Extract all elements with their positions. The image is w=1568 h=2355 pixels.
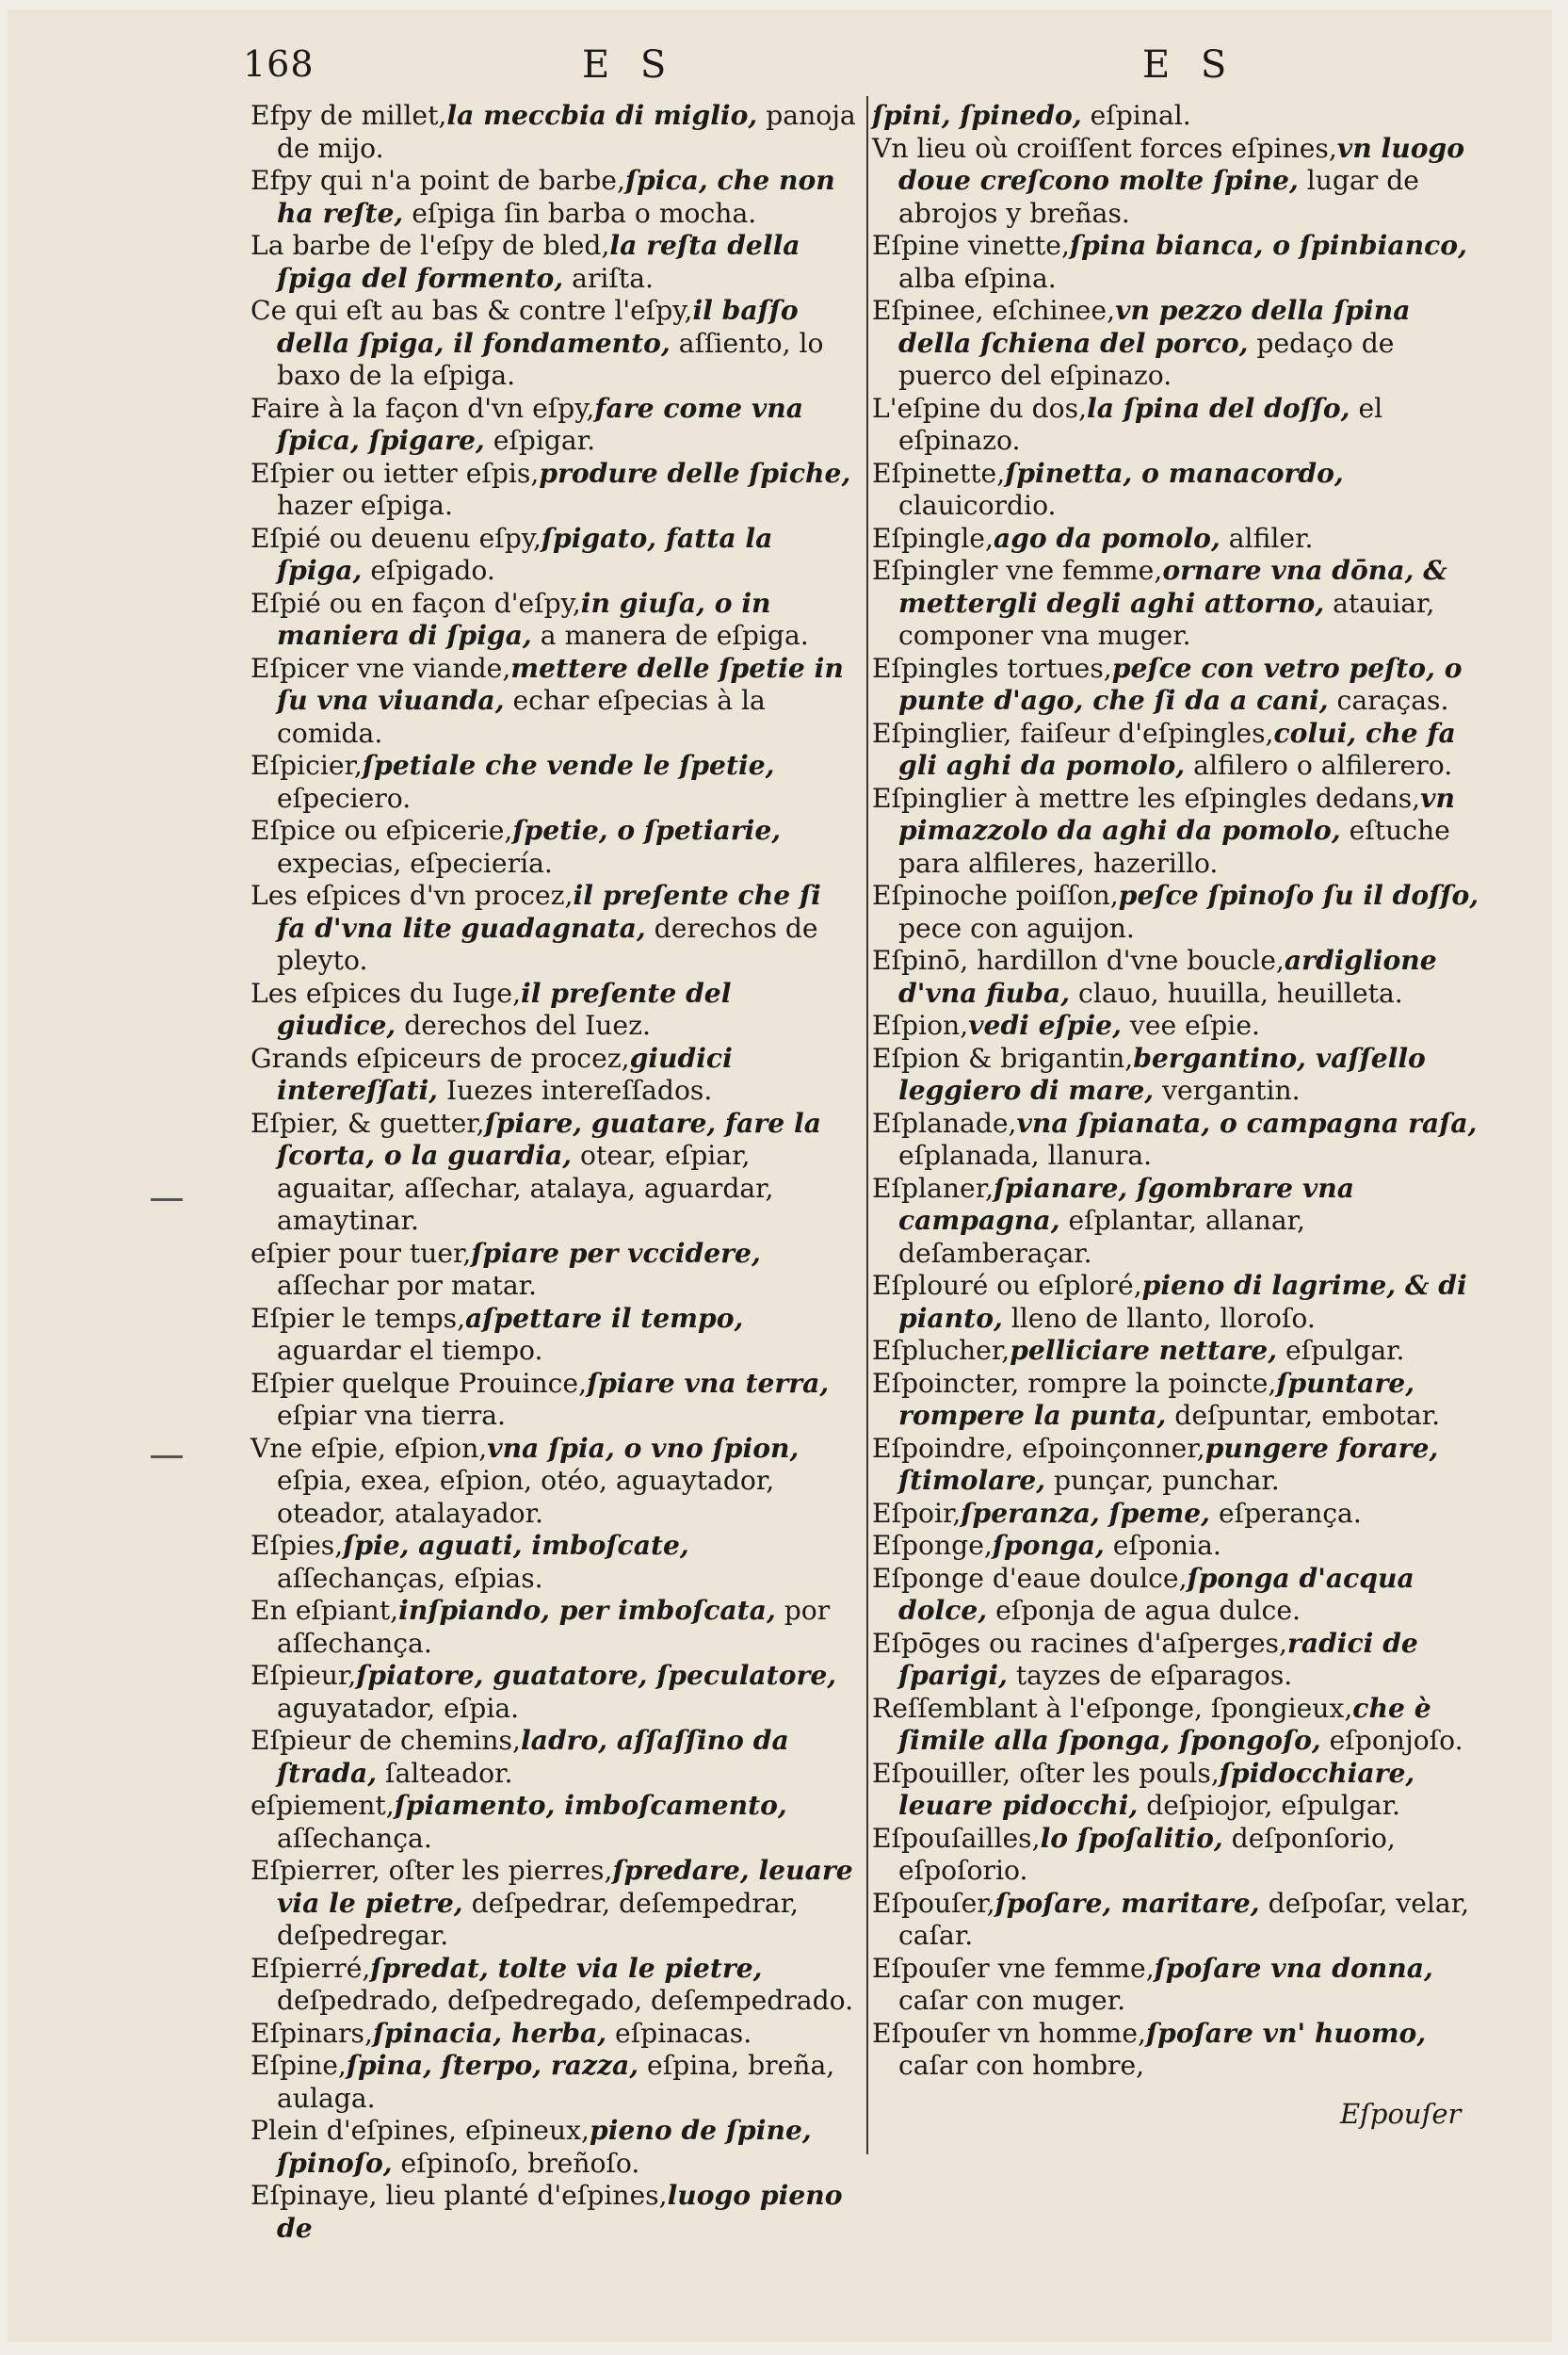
entry-french: Les eſpices d'vn procez, [251,880,574,911]
entry-french: Eſplanade, [872,1107,1017,1139]
entry-italian: il baſſo della ſpiga, il fondamento, [277,295,799,359]
entry-spanish: deſponſorio, eſpoſorio. [898,1822,1396,1886]
entry-italian: ſpiare vna terra, [587,1367,830,1399]
entry-italian: ſponga, [992,1530,1105,1561]
entry-italian: ſpoſare vna donna, [1154,1952,1433,1984]
entry-french: Eſpinette, [872,457,1006,489]
entry-french: Eſpinars, [251,2017,373,2049]
entry-italian: la reſta della ſpiga del formento, [277,230,800,294]
entry-italian: ſpie, aguati, imboſcate, [343,1530,689,1561]
dictionary-entry [872,1433,1479,1498]
dictionary-entry [872,555,1479,653]
dictionary-entry [251,2050,858,2115]
dictionary-entry [872,1628,1479,1693]
entry-spanish: a manera de eſpiga. [540,620,809,651]
entry-spanish: lleno de llanto, lloroſo. [1010,1302,1316,1334]
entry-italian: ſpoſare, maritare, [994,1887,1260,1919]
entry-italian: ſponga d'acqua dolce, [898,1562,1414,1626]
entry-italian: fare come vna ſpica, ſpigare, [277,392,804,456]
dictionary-entry [251,523,858,588]
entry-french: Faire à la façon d'vn eſpy, [251,392,595,424]
entry-italian: il preſente che ſi fa d'vna lite guadagnata, [277,880,821,944]
entry-italian: ſpica, che non ha reſte, [277,165,835,229]
entry-spanish: aguardar el tiempo. [277,1335,543,1366]
dictionary-entry [872,653,1479,718]
dictionary-entry [872,1335,1479,1368]
entry-french: Eſpoir, [872,1497,962,1529]
entry-spanish: hazer eſpiga. [277,490,453,521]
entry-spanish: aſſiento, lo baxo de la eſpiga. [277,327,824,391]
dictionary-entry [872,1108,1479,1173]
entry-spanish: atauiar, componer vna muger. [898,587,1435,651]
entry-spanish: pece con aguijon. [898,912,1135,944]
entry-french: Eſpié ou deuenu eſpy, [251,522,542,554]
entry-italian: luogo pieno de [277,2180,843,2244]
dictionary-entry [251,2115,858,2180]
dictionary-entry [251,1725,858,1790]
entry-french: Eſpié ou en façon d'eſpy, [251,587,581,619]
entry-french: Ce qui eſt au bas & contre l'eſpy, [251,295,693,326]
entry-spanish: eſpinacas. [615,2017,752,2049]
entry-italian: vn luogo doue creſcono molte ſpine, [898,132,1465,196]
entry-french: Eſplouré ou eſploré, [872,1270,1142,1301]
entry-italian: ſpuntare, rompere la punta, [898,1367,1415,1431]
entry-italian: ſpetie, o ſpetiarie, [512,815,782,846]
entry-spanish: derechos de pleyto. [277,912,818,976]
entry-french: Eſpingler vne femme, [872,555,1163,586]
entry-italian: ſpredare, leuare via le pietre, [277,1855,853,1919]
entry-italian: ſpidocchiare, leuare pidocchi, [898,1757,1415,1821]
dictionary-entry [872,1368,1479,1433]
entry-italian: giudici intereſſati, [277,1042,733,1106]
entry-french: Reſſemblant à l'eſponge, ſpongieux, [872,1692,1353,1724]
entry-italian: ſpiare per vccidere, [471,1237,761,1269]
entry-italian: ardiglione d'vna fiuba, [898,945,1437,1009]
entry-italian: ſpredat, tolte via le pietre, [370,1952,763,1984]
entry-french: Eſpinō, hardillon d'vne boucle, [872,945,1285,976]
dictionary-entry [872,230,1479,295]
dictionary-entry [872,783,1479,881]
entry-italian: la ſpina del doſſo, [1087,392,1350,424]
entry-spanish: echar eſpecias à la comida. [277,685,766,749]
entry-italian: peſce ſpinoſo ſu il doſſo, [1118,880,1479,911]
entry-french: Eſpies, [251,1530,344,1561]
dictionary-entry [251,1043,858,1108]
entry-spanish: aguyatador, eſpia. [277,1692,520,1724]
dictionary-entry [872,100,1479,133]
entry-french: Eſponge d'eaue doulce, [872,1562,1188,1594]
entry-spanish: tayzes de eſparagos. [1015,1660,1293,1691]
entry-spanish: otear, eſpiar, aguaitar, aſſechar, atalaya, aguardar, amaytinar. [277,1140,774,1236]
dictionary-entry [872,1043,1479,1108]
dictionary-entry [872,133,1479,231]
entry-spanish: derechos del Iuez. [404,1010,651,1041]
entry-italian: ſpiamento, imboſcamento, [394,1790,787,1821]
entry-french: Eſponge, [872,1530,993,1561]
dictionary-entry [251,1855,858,1953]
entry-spanish: eſplantar, allanar, deſamberaçar. [898,1205,1305,1269]
dictionary-entry [872,1270,1479,1335]
entry-french: Eſpier, & guetter, [251,1107,485,1139]
margin-mark [151,1455,183,1458]
entry-italian: ſpini, ſpinedo, [872,100,1082,131]
entry-spanish: eſpia, exea, eſpion, otéo, aguaytador, oteador, atalayador. [277,1465,775,1529]
entry-spanish: deſpedrado, deſpedregado, deſempedrado. [277,1985,854,2016]
entry-spanish: eſponjoſo. [1329,1725,1463,1756]
entry-spanish: eſtuche para alfileres, hazerillo. [898,815,1450,879]
entry-french: La barbe de l'eſpy de bled, [251,230,610,261]
entry-spanish: eſplanada, llanura. [898,1140,1153,1171]
entry-french: Vn lieu où croiſſent forces eſpines, [872,132,1337,164]
entry-italian: aſpettare il tempo, [465,1302,744,1334]
entry-italian: lo ſpoſalitio, [1040,1822,1223,1854]
entry-italian: inſpiando, per imboſcata, [398,1595,776,1626]
dictionary-entry [251,1303,858,1368]
dictionary-entry [251,880,858,978]
entry-spanish: caſar con muger. [898,1985,1126,2016]
dictionary-entry [251,1790,858,1855]
entry-french: Eſpouſer vne femme, [872,1952,1155,1984]
right-column [872,100,1479,2083]
entry-french: Eſpouſailles, [872,1822,1041,1854]
dictionary-entry [872,1498,1479,1531]
entry-spanish: lugar de abrojos y breñas. [898,165,1419,229]
entry-french: Eſpicer vne viande, [251,652,511,684]
entry-french: Eſpion & brigantin, [872,1042,1134,1074]
entry-french: Eſpinoche poiſſon, [872,880,1119,911]
entry-spanish: caſar con hombre, [898,2050,1145,2081]
dictionary-entry [872,945,1479,1010]
entry-italian: ago da pomolo, [993,522,1220,554]
entry-french: Eſpoindre, eſpoinçonner, [872,1432,1205,1464]
entry-french: Efpy qui n'a point de barbe, [251,165,625,196]
dictionary-entry [251,100,858,165]
dictionary-entry [251,2018,858,2051]
entry-italian: ladro, aſſaſſino da ſtrada, [277,1725,789,1789]
dictionary-entry [251,2180,858,2245]
entry-italian: ſperanza, ſpeme, [961,1497,1210,1529]
entry-italian: ſpina bianca, o ſpinbianco, [1069,230,1467,261]
dictionary-entry [872,1173,1479,1271]
entry-french: Eſpierrer, oſter les pierres, [251,1855,613,1886]
entry-french: Eſpingle, [872,522,994,554]
entry-italian: ſpinetta, o manacordo, [1005,457,1344,489]
entry-french: En eſpiant, [251,1595,399,1626]
entry-french: Les eſpices du Iuge, [251,977,522,1009]
page-number: 168 [243,43,315,85]
dictionary-entry [251,458,858,523]
dictionary-entry [872,1010,1479,1043]
dictionary-entry [251,1108,858,1238]
dictionary-entry [251,653,858,751]
entry-italian: radici de ſparigi, [898,1627,1418,1691]
running-head-left: E S [582,43,676,87]
entry-french: Eſpinglier à mettre les eſpingles dedans, [872,782,1421,814]
entry-italian: la meccbia di miglio, [446,100,758,131]
entry-italian: mettere delle ſpetie in ſu vna viuanda, [277,652,844,716]
entry-french: Plein d'eſpines, eſpineux, [251,2115,590,2146]
entry-spanish: deſpiojor, eſpulgar. [1146,1790,1400,1821]
entry-spanish: eſpinoſo, breñoſo. [400,2147,640,2179]
entry-french: Eſpier le temps, [251,1302,466,1334]
entry-italian: vn pimazzolo da aghi da pomolo, [898,782,1455,846]
entry-spanish: clauicordio. [898,490,1057,521]
entry-spanish: Iuezes intereſſados. [445,1075,713,1106]
dictionary-entry [251,1238,858,1303]
entry-spanish: eſpigar. [493,425,596,456]
entry-french: eſpiement, [251,1790,395,1821]
entry-spanish: eſponja de agua dulce. [995,1595,1301,1626]
entry-french: Eſpine vinette, [872,230,1070,261]
dictionary-entry [251,1433,858,1531]
entry-spanish: caraças. [1336,685,1449,716]
dictionary-entry [872,2018,1479,2083]
entry-french: Eſpieur de chemins, [251,1725,521,1756]
entry-italian: pelliciare nettare, [1010,1335,1278,1366]
entry-italian: pieno de ſpine, ſpinoſo, [277,2115,812,2179]
entry-italian: ornare vna dōna, & mettergli degli aghi attorno, [898,555,1447,619]
entry-french: Eſpinaye, lieu planté d'eſpines, [251,2180,668,2211]
entry-spanish: aſſechar por matar. [277,1270,537,1301]
entry-spanish: expecias, eſpeciería. [277,847,553,879]
entry-french: Eſpinee, eſchinee, [872,295,1116,326]
entry-italian: vedi eſpie, [968,1010,1122,1041]
dictionary-entry [872,523,1479,556]
dictionary-entry [872,880,1479,945]
dictionary-entry [872,393,1479,458]
dictionary-entry [251,1660,858,1725]
dictionary-entry [251,1368,858,1433]
dictionary-entry [251,295,858,393]
entry-italian: in giuſa, o in maniera di ſpiga, [277,587,771,651]
entry-italian: pungere forare, ſtimolare, [898,1432,1439,1496]
entry-italian: vna ſpianata, o campagna raſa, [1016,1107,1478,1139]
entry-spanish: eſpigado. [370,555,495,586]
entry-spanish: por aſſechança. [277,1595,831,1659]
running-head-right: E S [1142,43,1237,87]
entry-french: Eſplaner, [872,1172,994,1204]
dictionary-entry [872,1693,1479,1758]
entry-spanish: alfiler. [1228,522,1314,554]
margin-mark [151,1198,183,1201]
entry-italian: che è ſimile alla ſponga, ſpongoſo, [898,1692,1431,1756]
entry-french: Eſpouſer, [872,1887,995,1919]
entry-spanish: deſpedrar, deſempedrar, deſpedregar. [277,1887,800,1951]
entry-french: Eſpingles tortues, [872,652,1112,684]
entry-spanish: punçar, punchar. [1054,1465,1280,1496]
entry-french: Eſpine, [251,2050,347,2081]
entry-spanish: deſpuntar, embotar. [1174,1400,1441,1431]
entry-spanish: eſpulgar. [1285,1335,1405,1366]
entry-spanish: vee eſpie. [1129,1010,1260,1041]
entry-french: Grands eſpiceurs de procez, [251,1042,630,1074]
dictionary-entry [872,1563,1479,1628]
entry-spanish: aſſechança. [277,1822,432,1854]
entry-french: Efpy de millet, [251,100,447,131]
dictionary-entry [872,1953,1479,2018]
entry-french: Vne eſpie, eſpion, [251,1432,488,1464]
entry-spanish: ſalteador. [385,1757,513,1789]
entry-italian: ſpiatore, guatatore, ſpeculatore, [356,1660,837,1691]
entry-french: Eſpicier, [251,750,363,781]
left-column [251,100,858,2245]
entry-french: Eſpier quelque Prouince, [251,1367,588,1399]
entry-spanish: eſperança. [1218,1497,1362,1529]
entry-spanish: eſpinal. [1090,100,1191,131]
entry-spanish: deſpoſar, velar, caſar. [898,1887,1470,1951]
entry-french: Eſpierré, [251,1952,371,1984]
entry-italian: ſpoſare vn' huomo, [1146,2017,1427,2049]
dictionary-entry [872,295,1479,393]
entry-french: eſpier pour tuer, [251,1237,472,1269]
entry-italian: produre delle ſpiche, [539,457,851,489]
dictionary-entry [251,393,858,458]
entry-italian: il preſente del giudice, [277,977,732,1041]
entry-italian: ſpiare, guatare, fare la ſcorta, o la guardia, [277,1107,821,1171]
dictionary-entry [251,1595,858,1660]
entry-italian: pieno di lagrime, & di pianto, [898,1270,1467,1334]
entry-italian: ſpinacia, herba, [372,2017,607,2049]
dictionary-entry [872,458,1479,523]
entry-spanish: eſpiar vna tierra. [277,1400,506,1431]
entry-french: Eſpouſer vn homme, [872,2017,1146,2049]
dictionary-entry [872,1758,1479,1823]
entry-spanish: clauo, huuilla, heuilleta. [1078,977,1403,1009]
entry-italian: vn pezzo della ſpina della ſchiena del porco, [898,295,1411,359]
entry-italian: ſpianare, ſgombrare vna campagna, [898,1172,1355,1236]
entry-italian: ſpigato, fatta la ſpiga, [277,522,773,586]
dictionary-entry [251,1953,858,2018]
dictionary-entry [251,978,858,1043]
entry-french: Eſpieur, [251,1660,357,1691]
entry-italian: peſce con vetro peſto, o punte d'ago, che ſi da a cani, [898,652,1463,716]
entry-spanish: el eſpinazo. [898,392,1383,456]
dictionary-entry [872,1888,1479,1953]
catchword: Eſpouſer [1340,2098,1462,2130]
dictionary-entry [872,718,1479,783]
column-divider [866,96,868,2154]
entry-spanish: alba eſpina. [898,262,1057,294]
entry-italian: ſpina, ſterpo, razza, [346,2050,639,2081]
entry-spanish: vergantin. [1162,1075,1301,1106]
dictionary-entry [251,165,858,230]
dictionary-entry [251,750,858,815]
page-header [243,43,1477,100]
entry-spanish: alfilero o alfilerero. [1193,750,1453,781]
dictionary-entry [251,1530,858,1595]
entry-french: Eſpice ou eſpicerie, [251,815,513,846]
dictionary-entry [872,1530,1479,1563]
entry-french: Eſpion, [872,1010,969,1041]
entry-french: Eſpier ou ietter eſpis, [251,457,540,489]
entry-french: Eſpoincter, rompre la poincte, [872,1367,1277,1399]
entry-spanish: aſſechanças, eſpias. [277,1562,543,1594]
entry-french: L'eſpine du dos, [872,392,1088,424]
entry-italian: colui, che fa gli aghi da pomolo, [898,717,1456,781]
dictionary-entry [251,230,858,295]
book-page [8,9,1552,2342]
entry-spanish: eſpina, breña, aulaga. [277,2050,835,2114]
entry-italian: bergantino, vaſſello leggiero di mare, [898,1042,1426,1106]
entry-spanish: ariſta. [572,262,654,294]
dictionary-entry [251,588,858,653]
entry-italian: ſpetiale che vende le ſpetie, [362,750,775,781]
entry-spanish: panoja de mijo. [277,100,856,164]
entry-spanish: pedaço de puerco del eſpinazo. [898,327,1395,391]
dictionary-entry [872,1823,1479,1888]
entry-french: Eſplucher, [872,1335,1010,1366]
entry-spanish: eſpiga ſin barba o mocha. [412,197,757,229]
entry-spanish: eſponia. [1112,1530,1221,1561]
entry-spanish: eſpeciero. [277,782,412,814]
entry-french: Eſpinglier, faiſeur d'eſpingles, [872,717,1274,749]
entry-french: Eſpōges ou racines d'aſperges, [872,1627,1287,1659]
dictionary-entry [251,815,858,880]
entry-french: Eſpouiller, oſter les pouls, [872,1757,1220,1789]
entry-italian: vna ſpia, o vno ſpion, [487,1432,800,1464]
